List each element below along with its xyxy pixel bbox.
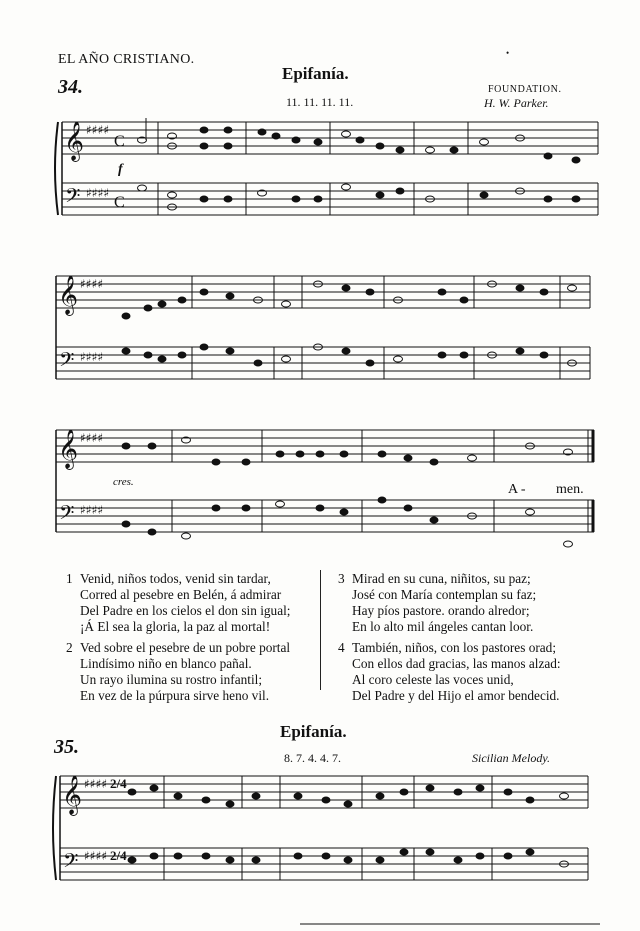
svg-text:♯♯♯♯: ♯♯♯♯ xyxy=(80,350,104,364)
stanza-line: Al coro celeste las voces unid, xyxy=(352,672,514,687)
svg-text:♯♯♯♯: ♯♯♯♯ xyxy=(80,431,104,445)
hymn-35-title: Epifanía. xyxy=(280,722,347,741)
hymn-34-number: 34. xyxy=(58,76,83,98)
stanza-line: En vez de la púrpura sirve heno vil. xyxy=(80,688,270,703)
stanza-line: Con ellos dad gracias, las manos alzad: xyxy=(352,656,561,671)
bass-staff xyxy=(56,500,594,532)
hymn-35-composer: Sicilian Melody. xyxy=(472,751,550,765)
svg-text:♯♯♯♯: ♯♯♯♯ xyxy=(86,123,110,137)
stanza-4 xyxy=(338,640,561,704)
amen-syllable-a: A - xyxy=(508,482,526,497)
stanza-line: Corred al pesebre en Belén, á admirar xyxy=(80,587,282,602)
stanza-line: Mirad en su cuna, niñitos, su paz; xyxy=(352,571,531,586)
hymn-35-meter: 8. 7. 4. 4. 7. xyxy=(284,751,341,765)
hymn-34-system-2 xyxy=(56,275,590,379)
svg-text:𝄢: 𝄢 xyxy=(65,184,81,212)
hymn-34-composer: H. W. Parker. xyxy=(484,96,549,110)
stanza-line: Lindísimo niño en blanco pañal. xyxy=(80,656,252,671)
dynamic-crescendo: cres. xyxy=(113,476,134,488)
svg-text:𝄞: 𝄞 xyxy=(58,429,79,469)
stanza-3 xyxy=(338,571,536,635)
hymn-35-system-1 xyxy=(53,775,600,924)
stray-dot: • xyxy=(506,48,510,58)
time-signature: 2/4 xyxy=(110,848,127,863)
svg-text:♯♯♯♯: ♯♯♯♯ xyxy=(80,277,104,291)
stanza-1 xyxy=(66,571,291,635)
stanza-line: José con María contemplan su faz; xyxy=(352,587,537,602)
svg-text:𝄞: 𝄞 xyxy=(58,275,79,315)
svg-text:♯♯♯♯: ♯♯♯♯ xyxy=(84,777,108,791)
stanza-line: ¡Á El sea la gloria, la paz al mortal! xyxy=(80,619,271,634)
stanza-line: También, niños, con los pastores orad; xyxy=(352,640,557,655)
hymn-34-tune-name: FOUNDATION. xyxy=(488,84,562,95)
stanza-number: 2 xyxy=(66,640,73,655)
stanza-line: Un rayo ilumina su rostro infantil; xyxy=(80,672,263,687)
svg-text:𝄢: 𝄢 xyxy=(63,849,79,877)
amen-syllable-men: men. xyxy=(556,482,584,497)
stanza-divider xyxy=(320,570,321,690)
hymn-34-system-1 xyxy=(55,118,598,215)
stanza-2 xyxy=(66,640,290,704)
hymn-34-title: Epifanía. xyxy=(282,64,349,83)
stanza-number: 1 xyxy=(66,571,73,586)
stanza-number: 3 xyxy=(338,571,345,586)
hymn-35-time-signature-treble xyxy=(110,778,127,789)
bass-staff xyxy=(56,347,590,379)
hymn-35-number: 35. xyxy=(54,736,79,758)
svg-text:♯♯♯♯: ♯♯♯♯ xyxy=(86,186,110,200)
treble-staff xyxy=(56,276,590,308)
svg-text:C: C xyxy=(114,194,125,211)
time-signature: 2/4 xyxy=(110,776,127,791)
svg-text:♯♯♯♯: ♯♯♯♯ xyxy=(80,503,104,517)
hymn-35-time-signature-bass xyxy=(110,850,127,861)
svg-text:C: C xyxy=(114,133,125,150)
stanza-line: Del Padre en los cielos el don sin igual; xyxy=(80,603,291,618)
stanza-line: Del Padre y del Hijo el amor bendecid. xyxy=(352,688,560,703)
stanza-line: En lo alto mil ángeles cantan loor. xyxy=(352,619,534,634)
stanza-line: Hay píos pastore. orando alredor; xyxy=(352,603,530,618)
svg-text:♯♯♯♯: ♯♯♯♯ xyxy=(84,849,108,863)
dynamic-forte: f xyxy=(118,162,123,177)
svg-text:𝄞: 𝄞 xyxy=(62,775,83,815)
book-title: EL AÑO CRISTIANO. xyxy=(58,52,195,67)
svg-text:𝄢: 𝄢 xyxy=(59,501,75,529)
hymn-34-meter: 11. 11. 11. 11. xyxy=(286,95,354,109)
stanza-number: 4 xyxy=(338,640,345,655)
svg-text:𝄢: 𝄢 xyxy=(59,348,75,376)
svg-text:𝄞: 𝄞 xyxy=(64,121,85,161)
treble-staff xyxy=(56,430,594,462)
stanza-line: Venid, niños todos, venid sin tardar, xyxy=(80,571,271,586)
stanza-line: Ved sobre el pesebre de un pobre portal xyxy=(80,640,291,655)
